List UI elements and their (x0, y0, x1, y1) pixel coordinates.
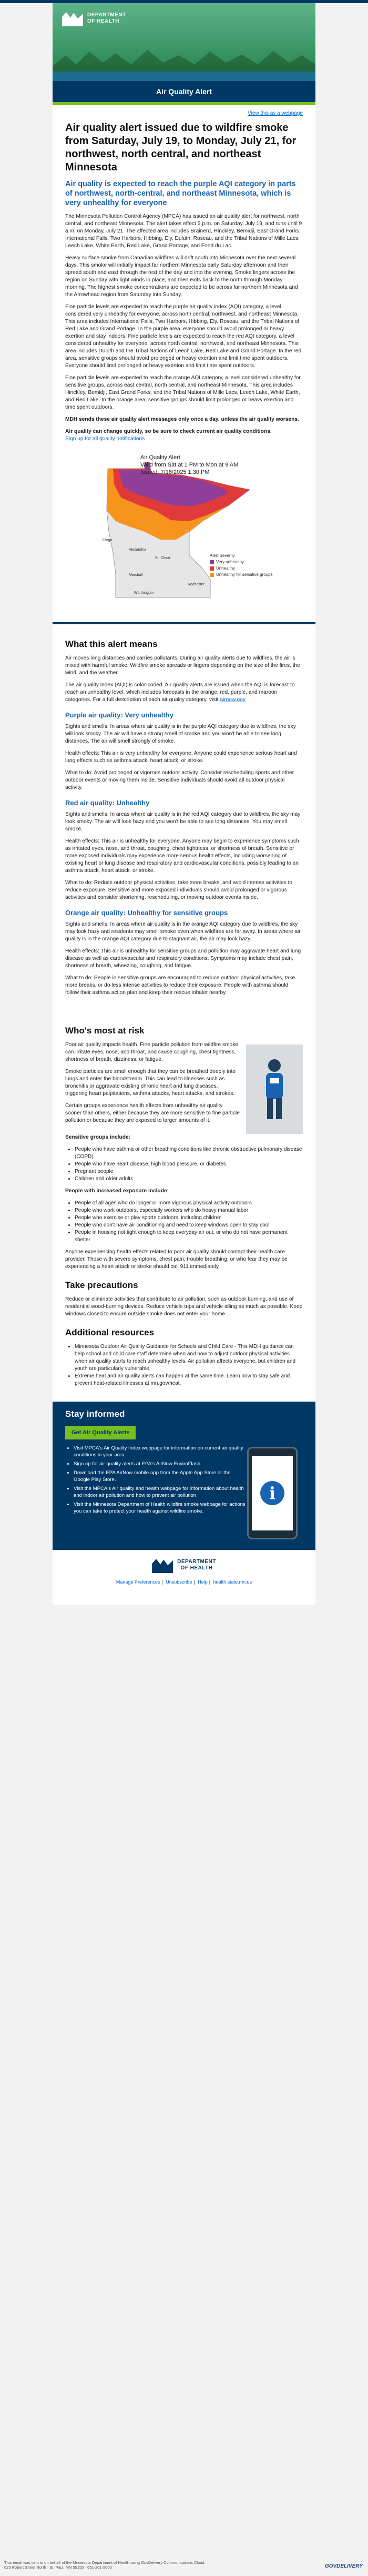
risk-p2: Smoke particles are small enough that they can be breathed deeply into lungs and enter the bloodstream. This can lead to illnesses such as bronchitis or aggravate existing chronic heart and lung diseases, triggering heart palpitations, asthma attacks, heart attacks, and strokes. (65, 1069, 236, 1097)
agency-logo[interactable] (62, 11, 126, 26)
list-item: • People who have heart disease, high blood pressure, or diabetes (75, 1161, 303, 1168)
minnesota-logo-icon (62, 11, 83, 26)
header-banner (53, 3, 315, 102)
city-label: Worthington (134, 591, 154, 595)
sensitive-label: Sensitive groups include: (65, 1134, 130, 1140)
risk-section (53, 1011, 315, 1402)
person-icon (261, 1057, 288, 1120)
red-health: Health effects: This air is unhealthy for everyone. Anyone may begin to experience symptoms such as irritated eyes, nose, and throat, coughing, chest tightness, or shortness of breath. Sensitive or more exposed individuals may experience more serious health effects, including worsening of existing heart or lung disease and respiratory and cardiovascular conditions, possibly leading to an asthma attack, heart attack, or stroke. (65, 838, 299, 874)
alert-map (71, 448, 297, 605)
orange-sights: Sights and smells: In areas where air quality is in the orange AQI category due to wildfires, the sky may look hazy and residents may smell smoke even when wildfires are far away. In areas where air quality is in the orange AQI category due to stagnant air, the air may look hazy. (65, 921, 301, 942)
footer-agency-line2: OF HEALTH (180, 1565, 213, 1571)
precautions-title: Take precautions (65, 1280, 138, 1290)
aqi-text: The air quality index (AQI) is color-coded. Air quality alerts are issued when the AQI is forecast to reach an unhealthy level, which includes forecasts in the orange, red, purple, and maroon categories. For a full description of each air quality category, visit (65, 682, 295, 703)
orange-health: Health effects: This air is unhealthy for sensitive groups and pollution may aggravate heart and lung disease as well as cardiovascular and respiratory conditions. Symptoms may include chest pain, shortness of breath, wheezing, coughing, and fatigue. (65, 948, 301, 969)
aqi-paragraph (65, 682, 303, 704)
red-todo: What to do: Reduce outdoor physical activities, take more breaks, and avoid intense activities to reduce exposure. Sensitive and more exposed individuals should avoid prolonged or vigorous activities and consider shortening, rescheduling, or moving outdoor events inside. (65, 880, 293, 900)
map-issued: Issued: 7/18/2025 1:30 PM (140, 469, 210, 475)
stay-list (74, 1445, 247, 1515)
purple-title: Purple air quality: Very unhealthy (65, 711, 173, 719)
city-label: Marshall (129, 573, 143, 577)
website-link[interactable]: health.state.mn.us (213, 1579, 252, 1585)
legend-label: Very unhealthy (216, 560, 244, 564)
agency-line1: DEPARTMENT (87, 12, 126, 18)
purple-health: Health effects: This air is very unhealthy for everyone. Anyone could experience serious heart and lung effects such as asthma attack, heart attack, or stroke. (65, 751, 297, 764)
map-valid: Valid from Sat at 1 PM to Mon at 9 AM (140, 462, 239, 468)
red-sights: Sights and smells: In areas where air quality is in the red AQI category due to wildfires, the sky may look smoky. The air will look hazy and you won't be able to see long distances. You may smell smoke. (65, 812, 301, 832)
resources-title: Additional resources (65, 1327, 155, 1337)
footer-agency-line1: DEPARTMENT (177, 1559, 216, 1565)
legend-label: Unhealthy for sensitive groups (216, 572, 273, 577)
stay-item[interactable]: • Sign up for air quality alerts at EPA's AirNow EnviroFlash. (74, 1461, 247, 1467)
list-item: • People in housing not tight enough to keep everyday air out, or who do not have permanent shelter (75, 1229, 303, 1244)
stay-item[interactable]: • Visit the Minnesota Department of Health wildfire smoke webpage for actions you can take to protect your health against wildfire smoke. (74, 1501, 247, 1515)
purple-todo: What to do: Avoid prolonged or vigorous outdoor activity. Consider rescheduling sports and other outdoor events or moving them inside. Sensitive individuals should avoid all outdoor physical activity. (65, 770, 294, 790)
meaning-section (53, 624, 315, 1011)
signup-link[interactable]: Sign up for all quality notifications (65, 436, 145, 442)
map-legend (210, 553, 273, 578)
resource-item[interactable]: • Minnesota Outdoor Air Quality Guidance for Schools and Child Care - This MDH guidance can help school and child care staff determine when and how to adjust outdoor physical activities when air quality starts to reach unhealthy levels. Air pollution affects everyone, but children and youth are particularly vulnerable. (75, 1343, 303, 1373)
orange-swatch (210, 573, 214, 577)
manage-preferences-link[interactable]: Manage Preferences (116, 1579, 160, 1585)
exposure-label: People with increased exposure include: (65, 1188, 169, 1194)
list-item: • People who don't have air conditioning and need to keep windows open to stay cool (75, 1222, 303, 1229)
city-label: Alexandria (129, 548, 147, 552)
outer-footer-line2: 625 Robert Street North · St. Paul, MN 55155 · 651-201-5000 (4, 2565, 112, 2570)
red-title: Red air quality: Unhealthy (65, 799, 150, 807)
precautions-text: Reduce or eliminate activities that contribute to air pollution, such as outdoor burning, and use of residential wood-burning devices. Reduce vehicle trips and vehicle idling as much as possible. Keep windows closed to ensure outside smoke does not enter your home. (65, 1296, 303, 1317)
city-label: St. Cloud (155, 556, 170, 560)
banner-water (53, 72, 315, 81)
alert-para1: The Minnesota Pollution Control Agency (MPCA) has issued an air quality alert for northwest, north central, and northeast Minnesota. The alert takes effect 5 p.m. on Saturday, July 19, and runs until 9 a.m. on Monday, July 21. The affected area includes Brainerd, Hinckley, Bemidji, East Grand Forks, International Falls, Two Harbors, Hibbing, Ely, Duluth, Roseau, and the Tribal Nations of Mille Lacs, Leech Lake, White Earth, Red Lake, Grand Portage, and Fond du Lac. (65, 214, 302, 249)
unsubscribe-link[interactable]: Unsubscribe (166, 1579, 192, 1585)
minnesota-logo-icon (152, 1557, 173, 1573)
stay-item[interactable]: • Visit MPCA's Air Quality Index webpage for information on current air quality conditions in your area. (74, 1445, 247, 1458)
alert-subhead: Air quality is expected to reach the purple AQI category in parts of northwest, north-central, and northeast Minnesota, which is very unhealthy for everyone (65, 180, 296, 207)
airnow-link[interactable]: airnow.gov (220, 697, 246, 703)
list-item: • Pregnant people (75, 1168, 303, 1175)
orange-todo: What to do: People in sensitive groups are encouraged to reduce outdoor physical activities, take more breaks, or do less intense activities to reduce their exposure. People with asthma should follow their asthma action plan and keep their rescue inhaler nearby. (65, 975, 295, 996)
alert-headline: Air quality alert issued due to wildfire smoke from Saturday, July 19, to Monday, July 21, for northwest, north central, and northeast Minnesota (65, 122, 297, 173)
alert-para5: MDH sends these air quality alert messages only once a day, unless the air quality worsens. (65, 417, 299, 422)
govdelivery-logo[interactable]: GOVDELIVERY (324, 2563, 363, 2569)
map-title: Air Quality Alert (140, 454, 180, 461)
risk-p3: Certain groups experience health effects from unhealthy air quality sooner than others, either because they are more sensitive to fine particle pollution or because they are exposed to larger amounts of it. (65, 1103, 240, 1123)
alert-para3: Fine particle levels are expected to reach the purple air quality index (AQI) category, a level considered very unhealthy for everyone, across north central, northwest, and northeast Minnesota. This area includes International Falls, Two Harbors, Hibbing, Ely, Roseau, and the Tribal Nations of Red Lake and Grand Portage. In the purple area, everyone should avoid prolonged or heavy exertion and stay indoors. Fine particle levels are expected to reach the red AQI category, a level considered unhealthy for everyone, across north central, northwest, and northeast Minnesota. This area includes Duluth and the Tribal Nations of Leech Lake, Red Lake and Grand Portage. In the red area, sensitive groups should avoid prolonged or heavy exertion and limit time spent outdoors. Everyone should limit prolonged or heavy exertion and limit time spent outdoors. (65, 304, 302, 369)
alert-para6 (65, 428, 303, 443)
orange-title: Orange air quality: Unhealthy for sensitive groups (65, 909, 228, 917)
city-label: Fargo (103, 539, 113, 542)
stay-item[interactable]: • Visit the MPCA's Air quality and health webpage for information about health and indoor air pollution and how to prevent air pollution. (74, 1485, 247, 1499)
meaning-title: What this alert means (65, 639, 158, 649)
legend-title: Alert Severity (210, 553, 235, 558)
red-swatch (210, 566, 214, 571)
alert-para6-text: Air quality can change quickly, so be sure to check current air quality conditions. (65, 429, 272, 434)
list-item: • Children and older adults (75, 1175, 303, 1183)
footer-logo[interactable] (53, 1557, 315, 1573)
footer (53, 1550, 315, 1605)
stay-title: Stay informed (65, 1409, 125, 1419)
agency-line2: OF HEALTH (87, 18, 119, 24)
risk-title: Who's most at risk (65, 1026, 145, 1036)
map-header (140, 454, 238, 476)
resources-list (75, 1343, 303, 1387)
meaning-intro: Air moves long distances and carries pollutants. During air quality alerts due to wildfires, the air is mixed with harmful smoke. Wildfire smoke spreads or lingers depending on the size of the fires, the wind, and the weather. (65, 655, 300, 676)
sensitive-list (75, 1146, 303, 1183)
info-icon: i (260, 1481, 284, 1505)
alert-para2: Heavy surface smoke from Canadian wildfires will drift south into Minnesota over the next several days. This smoke will initially impact far northern Minnesota early Saturday afternoon and then spread south and east through the rest of the day and into the evening. Smoke lingers across the region on Sunday with light winds in place, and then exits back to the north through Monday morning. The highest smoke concentrations are expected to be across far northern Minnesota and the Arrowhead region from Saturday into Sunday. (65, 255, 298, 298)
view-webpage-link[interactable]: View this as a webpage (248, 110, 303, 116)
help-link[interactable]: Help (198, 1579, 208, 1585)
purple-swatch (210, 560, 214, 564)
main-content (53, 105, 315, 622)
risk-p4: Anyone experiencing health effects related to poor air quality should contact their health care provider. Those with severe symptoms, chest pain, trouble breathing, or who fear they may be experiencing a heart attack or stroke should call 911 immediately. (65, 1249, 288, 1270)
footer-links: Manage Preferences | Unsubscribe | Help | health.state.mn.us (116, 1579, 252, 1585)
outer-footer-line1: This email was sent to on behalf of the Minnesota Department of Health using GovDelivery Communications Cloud. (4, 2560, 206, 2565)
phone-illustration (247, 1447, 298, 1539)
stay-item[interactable]: • Download the EPA AirNow mobile app from the Apple App Store or the Google Play Store. (74, 1469, 247, 1483)
stay-informed (53, 1402, 315, 1550)
resource-item[interactable]: • Extreme heat and air quality alerts can happen at the same time. Learn how to stay safe and prevent heat-related illnesses at mn.gov/heat. (75, 1373, 303, 1387)
outer-footer (0, 2557, 368, 2576)
list-item: • People of all ages who do longer or more vigorous physical activity outdoors (75, 1200, 303, 1207)
city-label: Rochester (188, 583, 205, 586)
list-item: • People who have asthma or other breathing conditions like chronic obstructive pulmonary disease (COPD) (75, 1146, 303, 1161)
exposure-list (75, 1200, 303, 1244)
list-item: • People who work outdoors, especially workers who do heavy manual labor (75, 1207, 303, 1214)
banner-title: Air Quality Alert (53, 81, 315, 102)
get-alerts-button[interactable]: Get Air Quality Alerts (65, 1426, 136, 1439)
purple-sights: Sights and smells: In areas where air quality is in the purple AQI category due to wildfires, the sky will look smoky. The air will have a strong smell of smoke and you won't be able to see long distances. The air will smell strongly of smoke. (65, 724, 296, 744)
person-illustration (246, 1044, 303, 1134)
legend-label: Unhealthy (216, 566, 236, 571)
alert-para4: Fine particle levels are expected to reach the orange AQI category, a level considered unhealthy for sensitive groups, across east central, north central, and northeast Minnesota. This area includes Hinckley, Bemidji, East Grand Forks, and the Tribal Nations of Mille Lacs, Leech Lake, White Earth, and Red Lake. In the orange area, sensitive groups should limit prolonged or heavy exertion and time spent outdoors. (65, 375, 301, 410)
list-item: • People who exercise or play sports outdoors, including children (75, 1214, 303, 1222)
risk-p1: Poor air quality impacts health. Fine particle pollution from wildfire smoke can irritate eyes, nose, and throat, and cause coughing, chest tightness, shortness of breath, dizziness, or fatigue. (65, 1042, 238, 1062)
